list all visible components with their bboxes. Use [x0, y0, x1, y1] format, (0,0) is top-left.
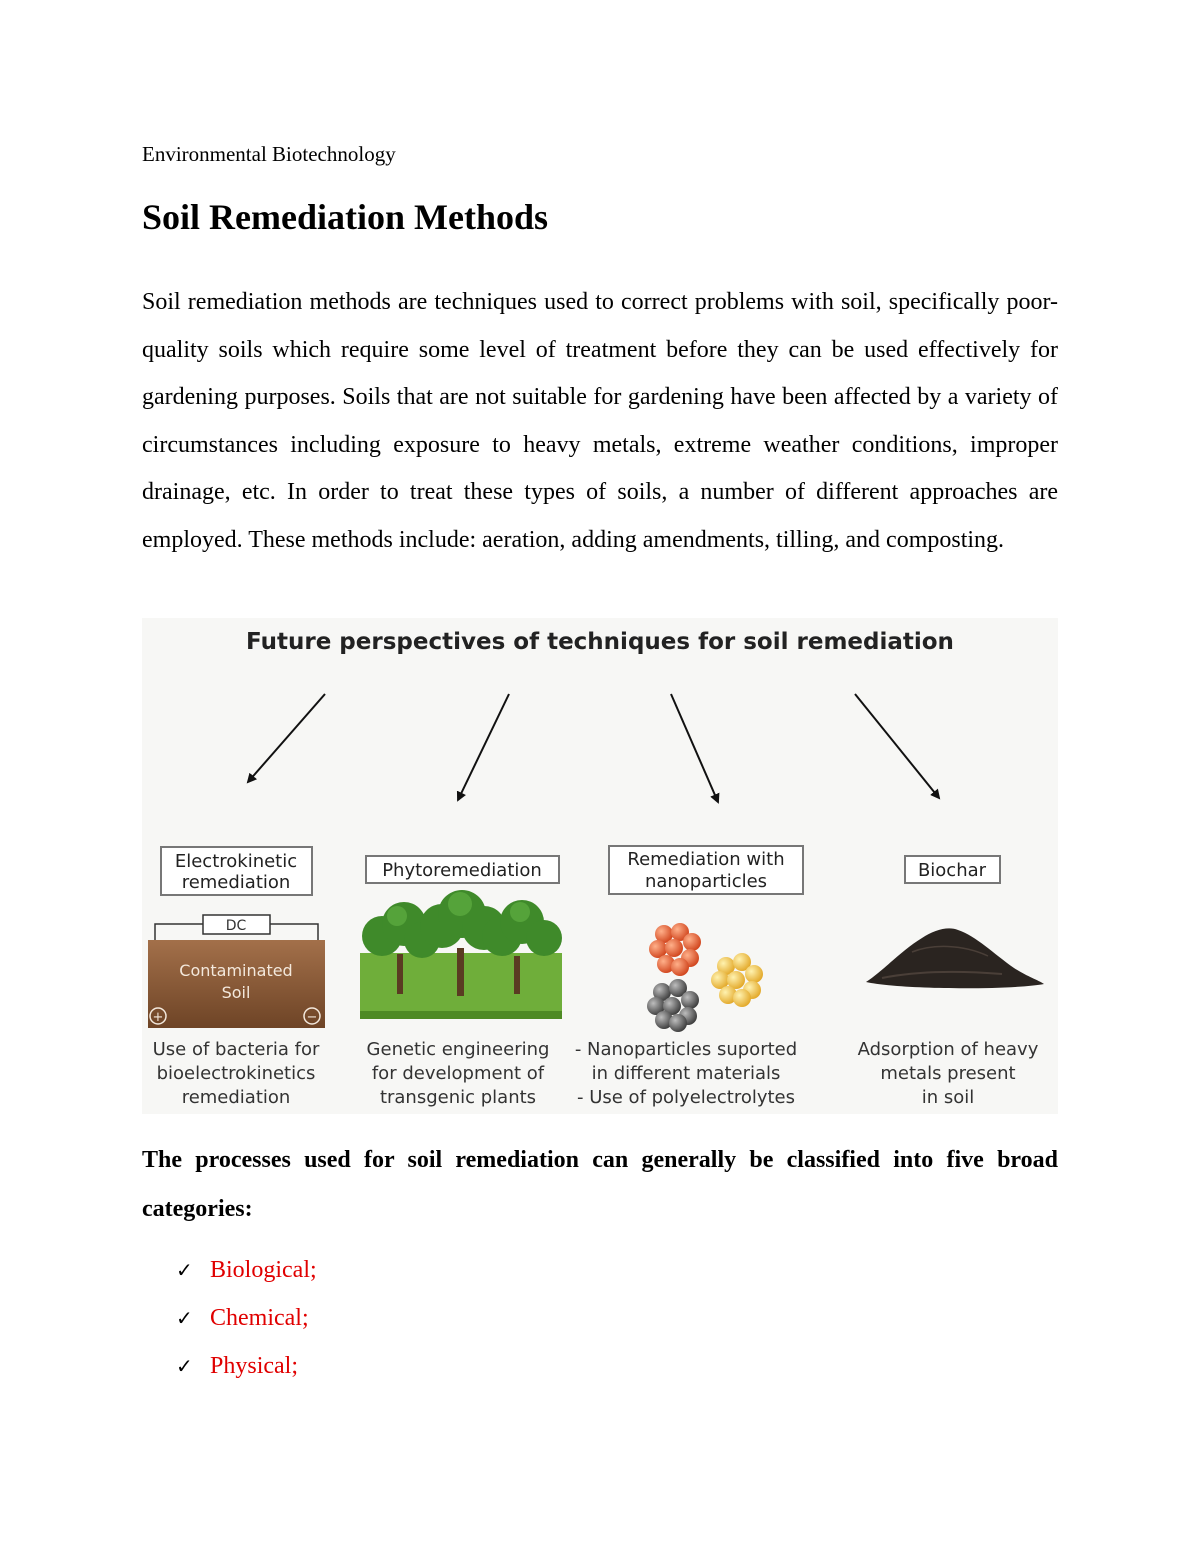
technique-description: in different materials — [591, 1063, 781, 1084]
list-item — [176, 1294, 317, 1342]
soil-label: Contaminated — [179, 961, 293, 980]
tree-icon — [360, 890, 562, 1019]
dc-label: DC — [225, 918, 247, 934]
technique-description: in soil — [921, 1087, 975, 1108]
intro-paragraph: Soil remediation methods are techniques used to correct problems with soil, specifically poor-quality soils which require some level of treatment before they can be used effectively for gardening purposes. Soils that are not suitable for gardening have been affected by a variety of circumstances including exposure to heavy metals, extreme weather conditions, improper drainage, etc. In order to treat these types of soils, a number of different approaches are employed. These methods include: aeration, adding amendments, tilling, and composting. — [142, 289, 1058, 553]
svg-text:−: − — [306, 1010, 318, 1025]
categories-lead: The processes used for soil remediation can generally be classified into five broad categories: — [142, 1147, 1058, 1222]
page-title: Soil Remediation Methods — [142, 197, 549, 237]
technique-label: remediation — [181, 872, 291, 893]
figure-heading: Future perspectives of techniques for soil remediation — [246, 629, 954, 655]
technique-label: nanoparticles — [644, 871, 768, 892]
technique-description: bioelectrokinetics — [156, 1063, 316, 1084]
technique-label: Phytoremediation — [382, 860, 542, 881]
svg-text:+: + — [152, 1010, 164, 1025]
soil-label: Soil — [221, 983, 251, 1002]
technique-description: Adsorption of heavy — [857, 1039, 1039, 1060]
technique-label: Remediation with — [627, 849, 785, 870]
category-list — [176, 1246, 317, 1390]
technique-electrokinetic — [148, 847, 325, 1108]
technique-description: metals present — [880, 1063, 1016, 1084]
category-label: Biological; — [210, 1256, 317, 1283]
technique-description: for development of — [371, 1063, 545, 1084]
checkmark-icon: ✓ — [176, 1354, 193, 1378]
technique-description: transgenic plants — [379, 1087, 537, 1108]
technique-label: Electrokinetic — [174, 851, 298, 872]
technique-description: Use of bacteria for — [152, 1039, 320, 1060]
checkmark-icon: ✓ — [176, 1258, 193, 1282]
list-item — [176, 1342, 317, 1390]
checkmark-icon: ✓ — [176, 1306, 193, 1330]
technique-description: - Use of polyelectrolytes — [576, 1087, 796, 1108]
remediation-figure — [142, 618, 1058, 1114]
technique-description: - Nanoparticles suported — [574, 1039, 798, 1060]
technique-description: remediation — [181, 1087, 291, 1108]
technique-label: Biochar — [917, 860, 987, 881]
category-label: Physical; — [210, 1352, 298, 1379]
list-item — [176, 1246, 317, 1294]
document-subject: Environmental Biotechnology — [142, 142, 396, 166]
category-label: Chemical; — [210, 1304, 309, 1331]
technique-description: Genetic engineering — [366, 1039, 550, 1060]
